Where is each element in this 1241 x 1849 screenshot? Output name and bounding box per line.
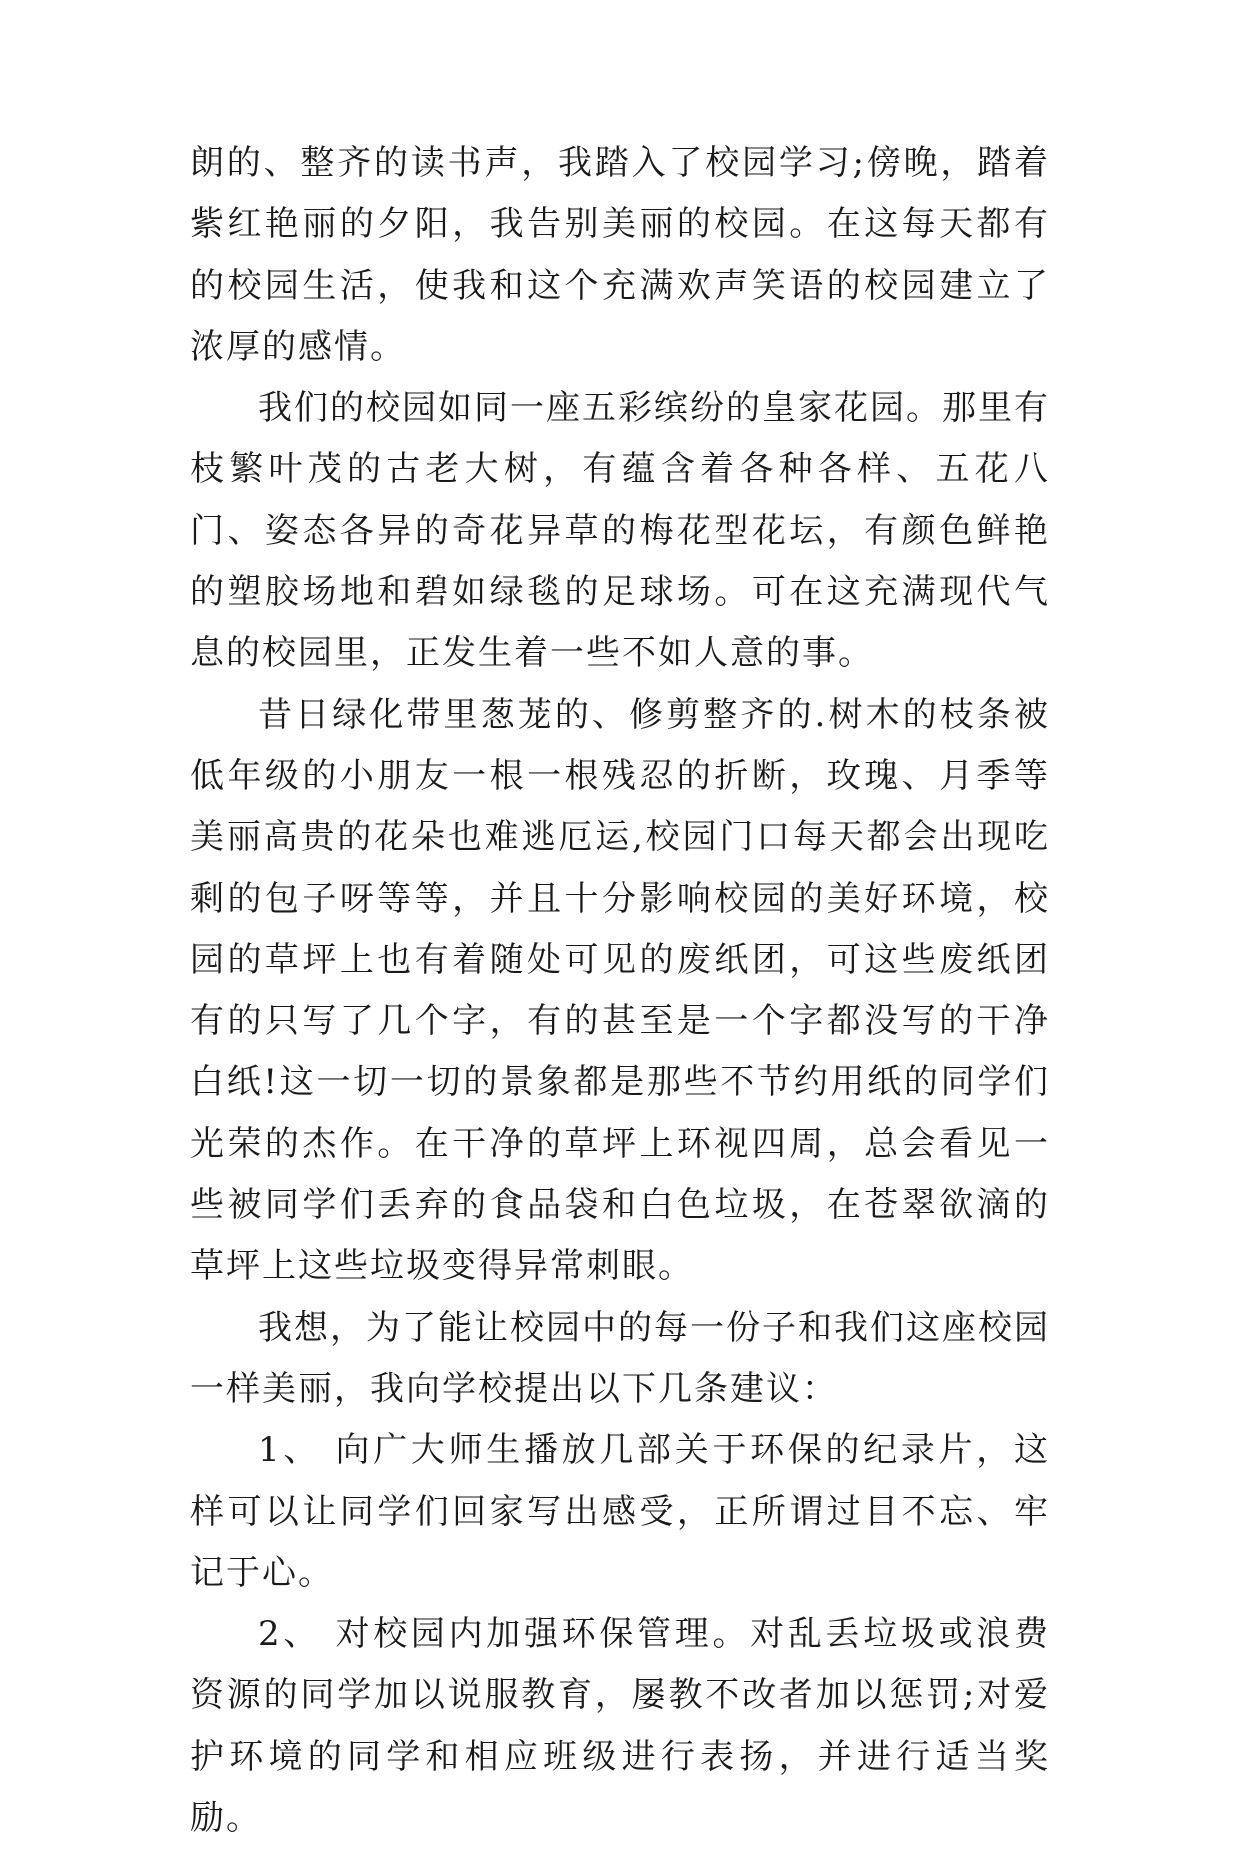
paragraph-2: 我们的校园如同一座五彩缤纷的皇家花园。那里有枝繁叶茂的古老大树，有蕴含着各种各样、五花八门、姿态各异的奇花异草的梅花型花坛，有颜色鲜艳的塑胶场地和碧如绿毯的足球场。可在这充满现代气息的校园里，正发生着一些不如人意的事。 (190, 388, 1050, 674)
suggestion-2: 2、 对校园内加强环保管理。对乱丢垃圾或浪费资源的同学加以说服教育，屡教不改者加以惩罚;对爱护环境的同学和相应班级进行表扬，并进行适当奖励。 (190, 1614, 1050, 1839)
paragraph-4: 我想，为了能让校园中的每一份子和我们这座校园一样美丽，我向学校提出以下几条建议： (190, 1307, 1050, 1409)
paragraph-3: 昔日绿化带里葱茏的、修剪整齐的.树木的枝条被低年级的小朋友一根一根残忍的折断，玫瑰、月季等美丽高贵的花朵也难逃厄运,校园门口每天都会出现吃剩的包子呀等等，并且十分影响校园的美好环境，校园的草坪上也有着随处可见的废纸团，可这些废纸团有的只写了几个字，有的甚至是一个字都没写的干净白纸!这一切一切的景象都是那些不节约用纸的同学们光荣的杰作。在干净的草坪上环视四周，总会看见一些被同学们丢弃的食品袋和白色垃圾，在苍翠欲滴的草坪上这些垃圾变得异常刺眼。 (190, 694, 1050, 1287)
paragraph-1: 朗的、整齐的读书声，我踏入了校园学习;傍晚，踏着紫红艳丽的夕阳，我告别美丽的校园。在这每天都有的校园生活，使我和这个充满欢声笑语的校园建立了浓厚的感情。 (190, 143, 1050, 367)
document-body (190, 133, 1050, 1849)
suggestion-1: 1、 向广大师生播放几部关于环保的纪录片，这样可以让同学们回家写出感受，正所谓过目不忘、牢记于心。 (190, 1430, 1050, 1593)
